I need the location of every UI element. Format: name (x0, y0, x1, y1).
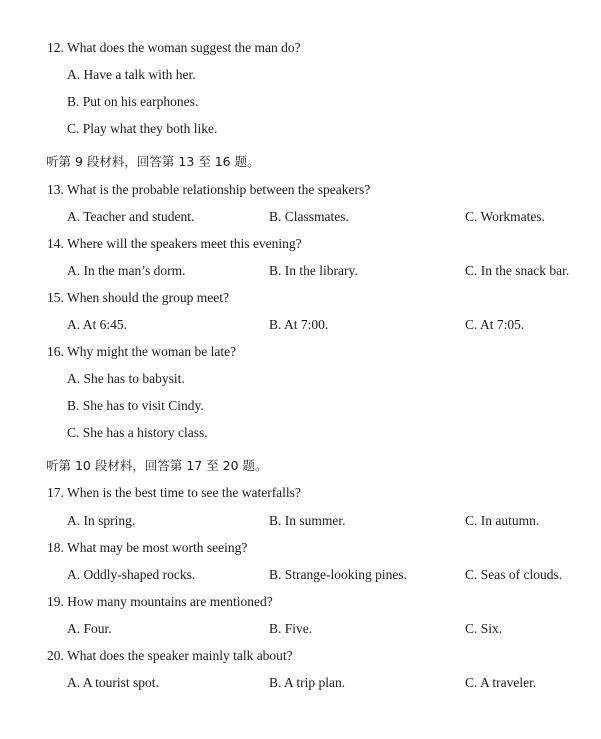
q19-option-b: B. Five. (269, 621, 313, 636)
question-17: 17. When is the best time to see the waterfalls? (47, 485, 301, 500)
q20-option-c: C. A traveler. (465, 675, 537, 690)
q20-option-a: A. A tourist spot. (67, 675, 159, 690)
section-10-instruction: 听第 10 段材料，回答第 17 至 20 题。 (46, 458, 268, 473)
q16-option-a: A. She has to babysit. (67, 371, 185, 386)
question-18: 18. What may be most worth seeing? (47, 540, 248, 555)
q18-option-b: B. Strange-looking pines. (269, 567, 407, 582)
question-20: 20. What does the speaker mainly talk about? (47, 648, 293, 663)
q13-option-b: B. Classmates. (269, 209, 349, 224)
q15-option-b: B. At 7:00. (269, 317, 329, 332)
q14-option-a: A. In the man’s dorm. (67, 263, 186, 278)
q12-option-c: C. Play what they both like. (67, 121, 218, 136)
q15-option-c: C. At 7:05. (465, 317, 525, 332)
question-15: 15. When should the group meet? (47, 290, 229, 305)
q16-option-c: C. She has a history class. (67, 425, 208, 440)
q18-option-c: C. Seas of clouds. (465, 567, 563, 582)
section-9-instruction: 听第 9 段材料，回答第 13 至 16 题。 (46, 154, 260, 169)
question-16: 16. Why might the woman be late? (47, 344, 237, 359)
q16-option-b: B. She has to visit Cindy. (67, 398, 204, 413)
question-12: 12. What does the woman suggest the man do? (47, 40, 301, 55)
q12-option-a: A. Have a talk with her. (67, 67, 196, 82)
q13-option-c: C. Workmates. (465, 209, 546, 224)
q19-option-a: A. Four. (67, 621, 112, 636)
q17-option-b: B. In summer. (269, 513, 346, 528)
q20-option-b: B. A trip plan. (269, 675, 346, 690)
q12-option-b: B. Put on his earphones. (67, 94, 199, 109)
q15-option-a: A. At 6:45. (67, 317, 128, 332)
q18-option-a: A. Oddly-shaped rocks. (67, 567, 196, 582)
q17-option-c: C. In autumn. (465, 513, 540, 528)
q14-option-b: B. In the library. (269, 263, 358, 278)
q17-option-a: A. In spring. (67, 513, 136, 528)
question-14: 14. Where will the speakers meet this evening? (47, 236, 302, 251)
question-13: 13. What is the probable relationship between the speakers? (47, 182, 371, 197)
q13-option-a: A. Teacher and student. (67, 209, 195, 224)
q19-option-c: C. Six. (465, 621, 503, 636)
question-19: 19. How many mountains are mentioned? (47, 594, 273, 609)
q14-option-c: C. In the snack bar. (465, 263, 570, 278)
